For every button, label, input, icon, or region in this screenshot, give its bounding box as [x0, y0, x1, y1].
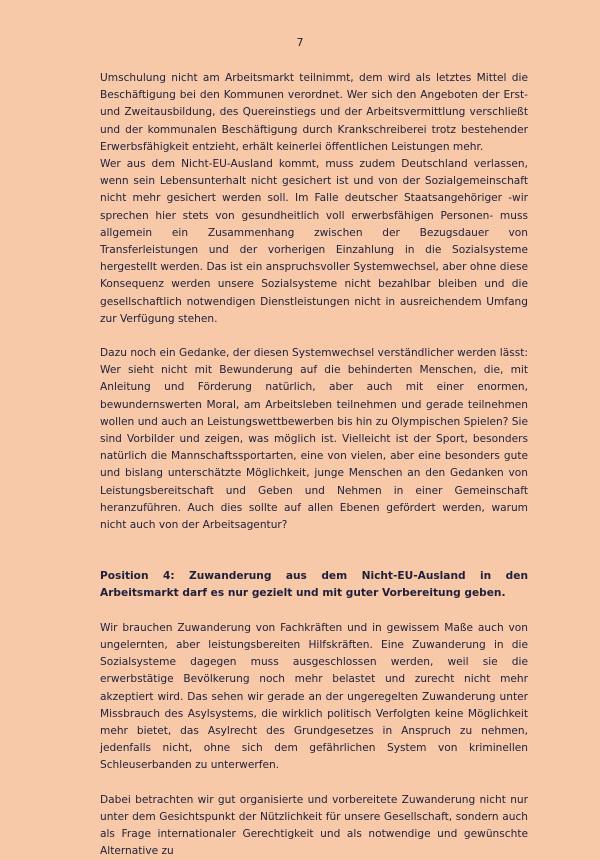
paragraph-2: Wer aus dem Nicht-EU-Ausland kommt, muss zudem Deutschland verlassen, wenn sein Lebensunterhalt nicht gesichert ist und von der Sozialgemeinschaft nicht mehr gesichert werden soll. Im Falle deutscher Staatsangehöriger -wir sprechen hier stets von gesundheitlich voll erwerbsfähigen Personen- muss allgemein ein Zusammenhang zwischen der Bezugsdauer von Transferleistungen und der vorherigen Einzahlung in die Sozialsysteme hergestellt werden. Das ist ein anspruchsvoller Systemwechsel, aber ohne diese Konsequenz werden unsere Sozialsysteme nicht bezahlbar bleiben und die gesellschaftlich notwendigen Dienstleistungen nicht in ausreichendem Umfang zur Verfügung stehen. [100, 158, 528, 325]
document-body [100, 70, 528, 860]
section-heading: Position 4: Zuwanderung aus dem Nicht-EU-Ausland in den Arbeitsmarkt darf es nur gezielt und mit guter Vorbereitung geben. [100, 570, 528, 600]
paragraph-5: Dabei betrachten wir gut organisierte und vorbereitete Zuwanderung nicht nur unter dem Gesichtspunkt der Nützlichkeit für unsere Gesellschaft, sondern auch als Frage internationaler Gerechtigkeit und als notwendige und gewünschte Alternative zu [100, 793, 528, 858]
paragraph-1: Umschulung nicht am Arbeitsmarkt teilnimmt, dem wird als letztes Mittel die Beschäftigung bei den Kommunen verordnet. Wer sich den Angeboten der Erst- und Zweitausbildung, des Quereinstiegs und der Arbeitsvermittlung verschließt und der kommunalen Beschäftigung durch Krankschreiberei trotz bestehender Erwerbsfähigkeit entzieht, erhält keinerlei öffentlichen Leistungen mehr. [100, 72, 528, 153]
paragraph-3: Dazu noch ein Gedanke, der diesen Systemwechsel verständlicher werden lässt: Wer sieht nicht mit Bewunderung auf die behinderten Menschen, die, mit Anleitung und Förderung natürlich, aber auch mit einer enormen, bewundernswerten Moral, am Arbeitsleben teilnehmen und gerade teilnehmen wollen und auch an Leistungswettbewerben bis hin zu Olympischen Spielen? Sie sind Vorbilder und zeigen, was möglich ist. Vielleicht ist der Sport, besonders natürlich die Mannschaftssportarten, eine von vielen, aber eine besonders gute und bislang unterschätzte Möglichkeit, junge Menschen an den Gedanken von Leistungsbereitschaft und Geben und Nehmen in einer Gemeinschaft heranzuführen. Auch dies sollte auf allen Ebenen gefördert werden, warum nicht auch von der Arbeitsagentur? [100, 347, 528, 532]
page-number: 7 [296, 36, 304, 49]
paragraph-4: Wir brauchen Zuwanderung von Fachkräften und in gewissem Maße auch von ungelernten, aber leistungsbereiten Hilfskräften. Eine Zuwanderung in die Sozialsysteme dagegen muss ausgeschlossen werden, weil sie die erwerbstätige Bevölkerung noch mehr belastet und zurecht nicht mehr akzeptiert wird. Das sehen wir gerade an der ungeregelten Zuwanderung unter Missbrauch des Asylsystems, die wirklich politisch Verfolgten keine Möglichkeit mehr bietet, das Asylrecht des Grundgesetzes in Anspruch zu nehmen, jedenfalls nicht, ohne sich dem gefährlichen System von kriminellen Schleuserbanden zu unterwerfen. [100, 621, 528, 772]
